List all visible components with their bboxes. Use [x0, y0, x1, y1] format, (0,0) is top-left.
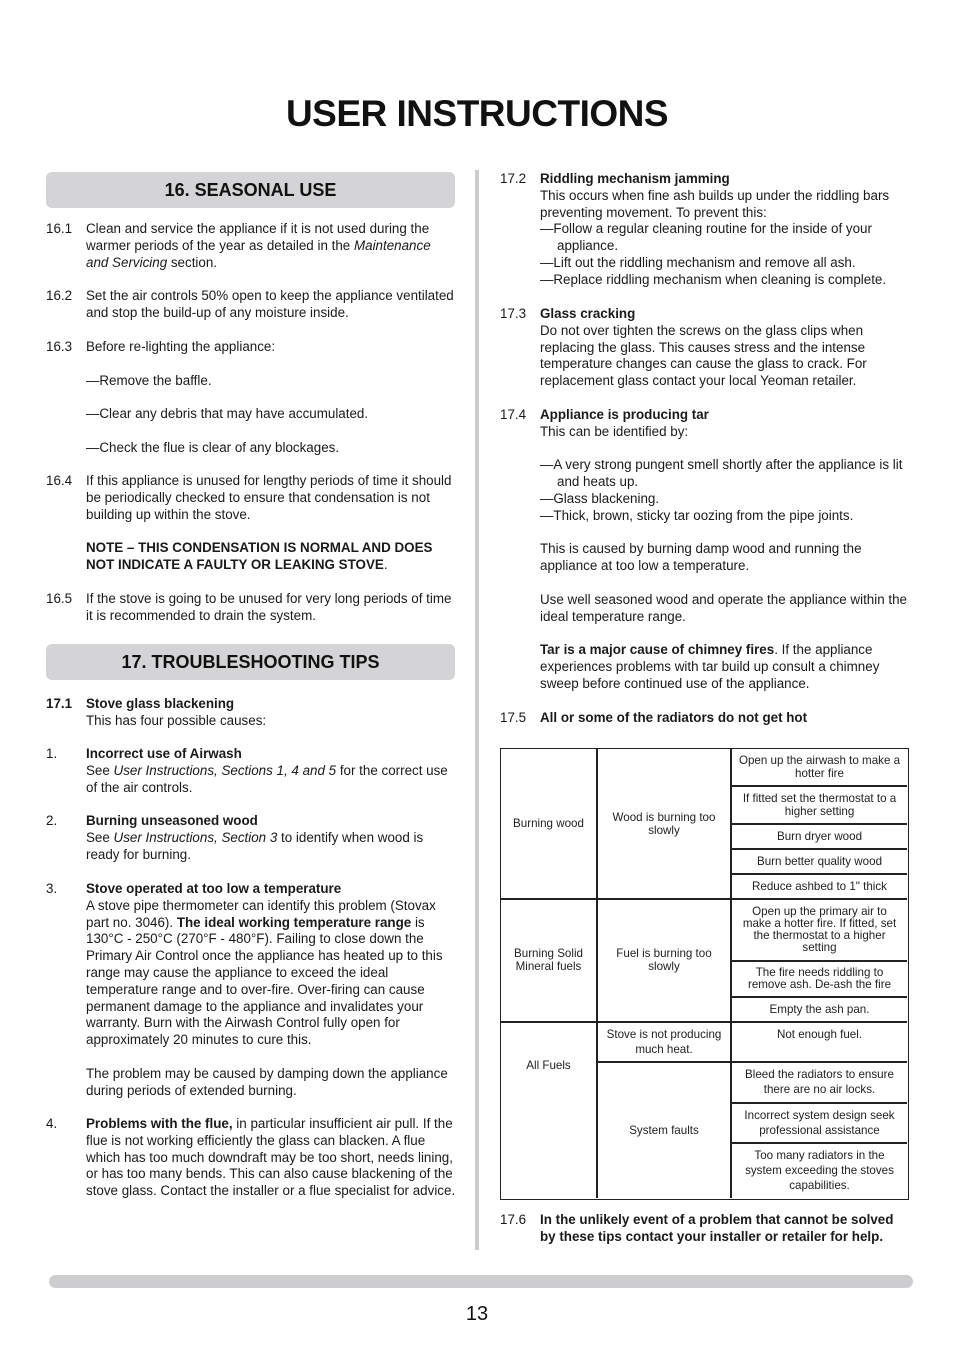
item-text: Tar is a major cause of chimney fires. If the appliance experiences problems with tar build up consult a chimney sweep before continued use of the appliance. — [540, 642, 880, 691]
page-number: 13 — [465, 1303, 489, 1325]
section-heading-troubleshooting: 17. TROUBLESHOOTING TIPS — [46, 644, 455, 680]
table-fuel-cell: Burning Solid Mineral fuels — [514, 947, 583, 973]
item-text: Before re-lighting the appliance: — [86, 339, 276, 354]
item-title: Stove glass blackening — [86, 696, 235, 711]
item-title: Appliance is producing tar — [540, 407, 709, 422]
table-cause-cell: Wood is burning too slowly — [612, 810, 716, 837]
table-cause-cell: System faults — [629, 1123, 699, 1137]
cause-text: A stove pipe thermometer can identify this problem (Stovax part no. 3046). The ideal working temperature range is 130°C - 250°C (270°F - 480°F). Failing to close down the Primary Air Control once the appliance has heated up to this range may cause the appliance to exceed the ideal temperature range and to over-fire. Over-firing can cause permanent damage to the appliance and invalidates your warranty. Burn with the Airwash Control fully open for approximately 20 minutes to cure this. — [86, 897, 443, 1048]
item-16-5 — [46, 591, 456, 625]
item-title: Riddling mechanism jamming — [540, 171, 730, 186]
dash-item: —Remove the baffle. — [86, 372, 212, 388]
cause-text: See User Instructions, Sections 1, 4 and 5 for the correct use of the air controls. — [86, 762, 448, 795]
item-number: 17.4 — [500, 407, 527, 422]
item-number: 17.6 — [500, 1212, 527, 1227]
item-number: 16.1 — [46, 221, 73, 236]
cause-title: Incorrect use of Airwash — [86, 746, 242, 761]
table-remedy-cell: If fitted set the thermostat to a higher setting — [742, 791, 897, 818]
section-heading-seasonal-use: 16. SEASONAL USE — [46, 172, 455, 208]
dash-item: —Lift out the riddling mechanism and remove all ash. — [540, 254, 856, 270]
item-16-1 — [46, 221, 456, 271]
troubleshooting-table — [500, 748, 909, 1200]
column-divider — [475, 170, 479, 1250]
item-title: All or some of the radiators do not get hot — [540, 710, 808, 725]
dash-item: —Thick, brown, sticky tar oozing from the pipe joints. — [540, 507, 854, 523]
dash-item: —Check the flue is clear of any blockages. — [86, 439, 340, 455]
item-16-4 — [46, 473, 456, 574]
table-fuel-cell: All Fuels — [526, 1059, 571, 1072]
cause-number: 4. — [46, 1116, 58, 1131]
item-number: 17.2 — [500, 171, 527, 186]
item-text: Set the air controls 50% open to keep the appliance ventilated and stop the build-up of any moisture inside. — [86, 288, 454, 320]
table-remedy-cell: Too many radiators in the system exceeding the stoves capabilities. — [745, 1149, 894, 1192]
item-17-1 — [46, 696, 456, 730]
dash-item: —Replace riddling mechanism when cleaning is complete. — [540, 271, 887, 287]
cause-number: 2. — [46, 813, 58, 828]
cause-number: 3. — [46, 881, 58, 896]
item-text: This is caused by burning damp wood and running the appliance at too low a temperature. — [540, 541, 862, 574]
dash-item: —Glass blackening. — [540, 490, 660, 506]
item-number: 16.5 — [46, 591, 73, 606]
item-number: 17.5 — [500, 710, 527, 725]
table-remedy-cell: Not enough fuel. — [776, 1028, 863, 1041]
table-fuel-cell: Burning wood — [513, 817, 584, 830]
dash-item: —Clear any debris that may have accumulated. — [86, 406, 369, 422]
dash-item: —A very strong pungent smell shortly after the appliance is lit and heats up. — [540, 457, 903, 490]
dash-item: —Follow a regular cleaning routine for the inside of your appliance. — [540, 221, 872, 254]
table-remedy-cell: Empty the ash pan. — [769, 1002, 870, 1016]
table-remedy-cell: Burn dryer wood — [776, 829, 863, 843]
item-text: This has four possible causes: — [86, 712, 267, 728]
item-17-3 — [500, 306, 910, 390]
item-17-4 — [500, 407, 910, 693]
item-text: This can be identified by: — [540, 423, 689, 439]
item-16-2 — [46, 288, 456, 322]
item-title: Glass cracking — [540, 306, 636, 321]
cause-4 — [46, 1116, 456, 1200]
item-16-3 — [46, 339, 456, 457]
note-text: NOTE – THIS CONDENSATION IS NORMAL AND DOES NOT INDICATE A FAULTY OR LEAKING STOVE. — [86, 540, 433, 572]
item-text: If the stove is going to be unused for very long periods of time it is recommended to drain the system. — [86, 591, 452, 623]
item-text: Use well seasoned wood and operate the appliance within the ideal temperature range. — [540, 591, 908, 624]
cause-text: The problem may be caused by damping down the appliance during periods of extended burning. — [86, 1065, 448, 1098]
item-17-2 — [500, 171, 910, 289]
item-text: Clean and service the appliance if it is not used during the warmer periods of the year as detailed in the Maintenance and Servicing section. — [86, 221, 431, 270]
table-cause-cell: Fuel is burning too slowly — [616, 947, 712, 973]
table-remedy-cell: The fire needs riddling to remove ash. De-ash the fire — [747, 965, 892, 991]
table-remedy-cell: Bleed the radiators to ensure there are no air locks. — [745, 1068, 894, 1096]
item-text: If this appliance is unused for lengthy periods of time it should be periodically checked to ensure that condensation is not building up within the stove. — [86, 473, 452, 522]
table-remedy-cell: Burn better quality wood — [756, 854, 883, 868]
item-number: 16.2 — [46, 288, 73, 303]
table-cause-cell: Stove is not producing much heat. — [606, 1027, 722, 1056]
item-text: This occurs when fine ash builds up under the riddling bars preventing movement. To prevent this: — [540, 187, 890, 220]
table-remedy-cell: Reduce ashbed to 1" thick — [752, 879, 887, 893]
footer-bar — [49, 1275, 913, 1288]
cause-text: See User Instructions, Section 3 to identify when wood is ready for burning. — [86, 829, 424, 862]
table-remedy-cell: Open up the airwash to make a hotter fire — [738, 754, 901, 780]
item-number: 17.3 — [500, 306, 527, 321]
table-remedy-cell: Incorrect system design seek professional assistance — [744, 1108, 895, 1137]
cause-number: 1. — [46, 746, 58, 761]
item-17-5 — [500, 710, 910, 727]
cause-text: Problems with the flue, in particular insufficient air pull. If the flue is not working efficiently the glass can blacken. A flue which has too much downdraft may be too short, needs lining, or has too many bends. This can also cause blackening of the stove glass. Contact the installer or a flue specialist for advice. — [86, 1116, 456, 1199]
page-title: USER INSTRUCTIONS — [285, 93, 669, 134]
cause-1 — [46, 746, 456, 796]
item-17-6 — [500, 1212, 910, 1246]
cause-3 — [46, 881, 456, 1099]
cause-title: Stove operated at too low a temperature — [86, 881, 342, 896]
item-text: Do not over tighten the screws on the glass clips when replacing the glass. This causes stress and the intense temperature changes can cause the glass to crack. For replacement glass contact your local Yeoman retailer. — [540, 322, 867, 389]
table-remedy-cell: Open up the primary air to make a hotter fire. If fitted, set the thermostat to a higher setting — [742, 904, 897, 954]
item-number: 16.4 — [46, 473, 73, 488]
cause-2 — [46, 813, 456, 863]
item-number: 17.1 — [46, 696, 73, 711]
cause-title: Burning unseasoned wood — [86, 813, 258, 828]
item-title: In the unlikely event of a problem that cannot be solved by these tips contact your installer or retailer for help. — [540, 1212, 894, 1244]
item-number: 16.3 — [46, 339, 73, 354]
